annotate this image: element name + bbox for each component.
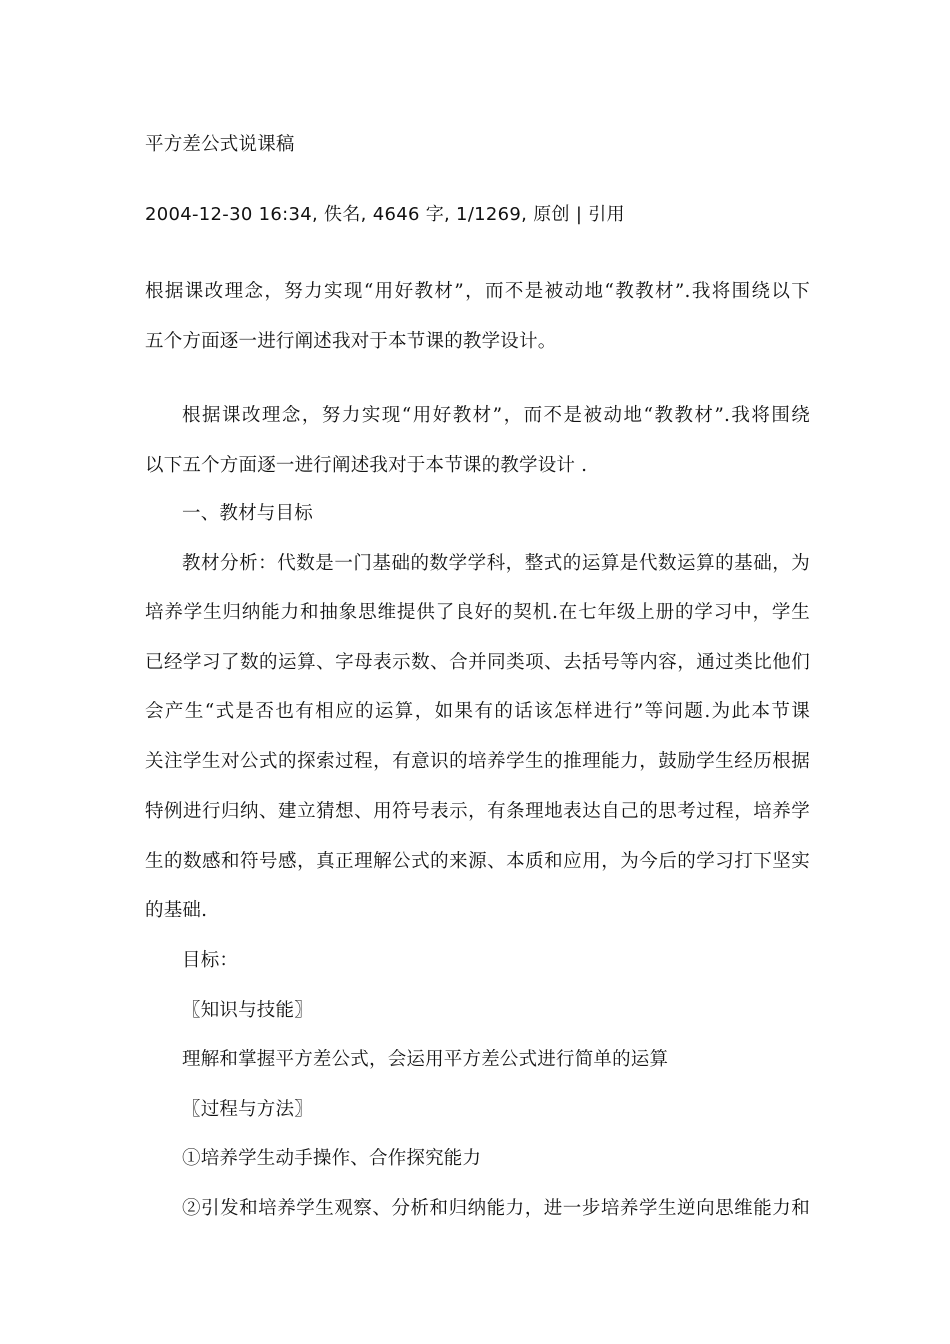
abstract-line-1: 根据课改理念，努力实现“用好教材”，而不是被动地“教教材”.我将围绕以下 (145, 281, 810, 302)
knowledge-text: 理解和掌握平方差公式，会运用平方差公式进行简单的运算 (182, 1049, 669, 1070)
analysis-line-8: 的基础. (145, 900, 208, 921)
section-heading: 一、教材与目标 (182, 503, 313, 524)
process-item-2: ②引发和培养学生观察、分析和归纳能力，进一步培养学生逆向思维能力和 (182, 1198, 810, 1219)
analysis-line-2: 培养学生归纳能力和抽象思维提供了良好的契机.在七年级上册的学习中，学生 (145, 602, 810, 623)
intro-line-2: 以下五个方面逐一进行阐述我对于本节课的教学设计 . (145, 455, 588, 476)
process-item-1: ①培养学生动手操作、合作探究能力 (182, 1148, 482, 1169)
analysis-line-3: 已经学习了数的运算、字母表示数、合并同类项、去括号等内容，通过类比他们 (145, 652, 810, 673)
knowledge-heading: 〖知识与技能〗 (182, 1000, 313, 1021)
analysis-line-1: 教材分析：代数是一门基础的数学学科，整式的运算是代数运算的基础，为 (182, 553, 810, 574)
goals-label: 目标： (182, 950, 239, 971)
analysis-line-7: 生的数感和符号感，真正理解公式的来源、本质和应用，为今后的学习打下坚实 (145, 851, 810, 872)
process-heading: 〖过程与方法〗 (182, 1099, 313, 1120)
intro-line-1: 根据课改理念，努力实现“用好教材”，而不是被动地“教教材”.我将围绕 (182, 405, 810, 426)
analysis-line-5: 关注学生对公式的探索过程，有意识的培养学生的推理能力，鼓励学生经历根据 (145, 751, 810, 772)
article-meta: 2004-12-30 16:34, 佚名, 4646 字, 1/1269, 原创 | 引用 (145, 204, 625, 225)
analysis-line-4: 会产生“式是否也有相应的运算，如果有的话该怎样进行”等问题.为此本节课 (145, 701, 810, 722)
document-title: 平方差公式说课稿 (145, 134, 295, 155)
analysis-line-6: 特例进行归纳、建立猜想、用符号表示，有条理地表达自己的思考过程，培养学 (145, 801, 810, 822)
abstract-line-2: 五个方面逐一进行阐述我对于本节课的教学设计。 (145, 331, 557, 352)
